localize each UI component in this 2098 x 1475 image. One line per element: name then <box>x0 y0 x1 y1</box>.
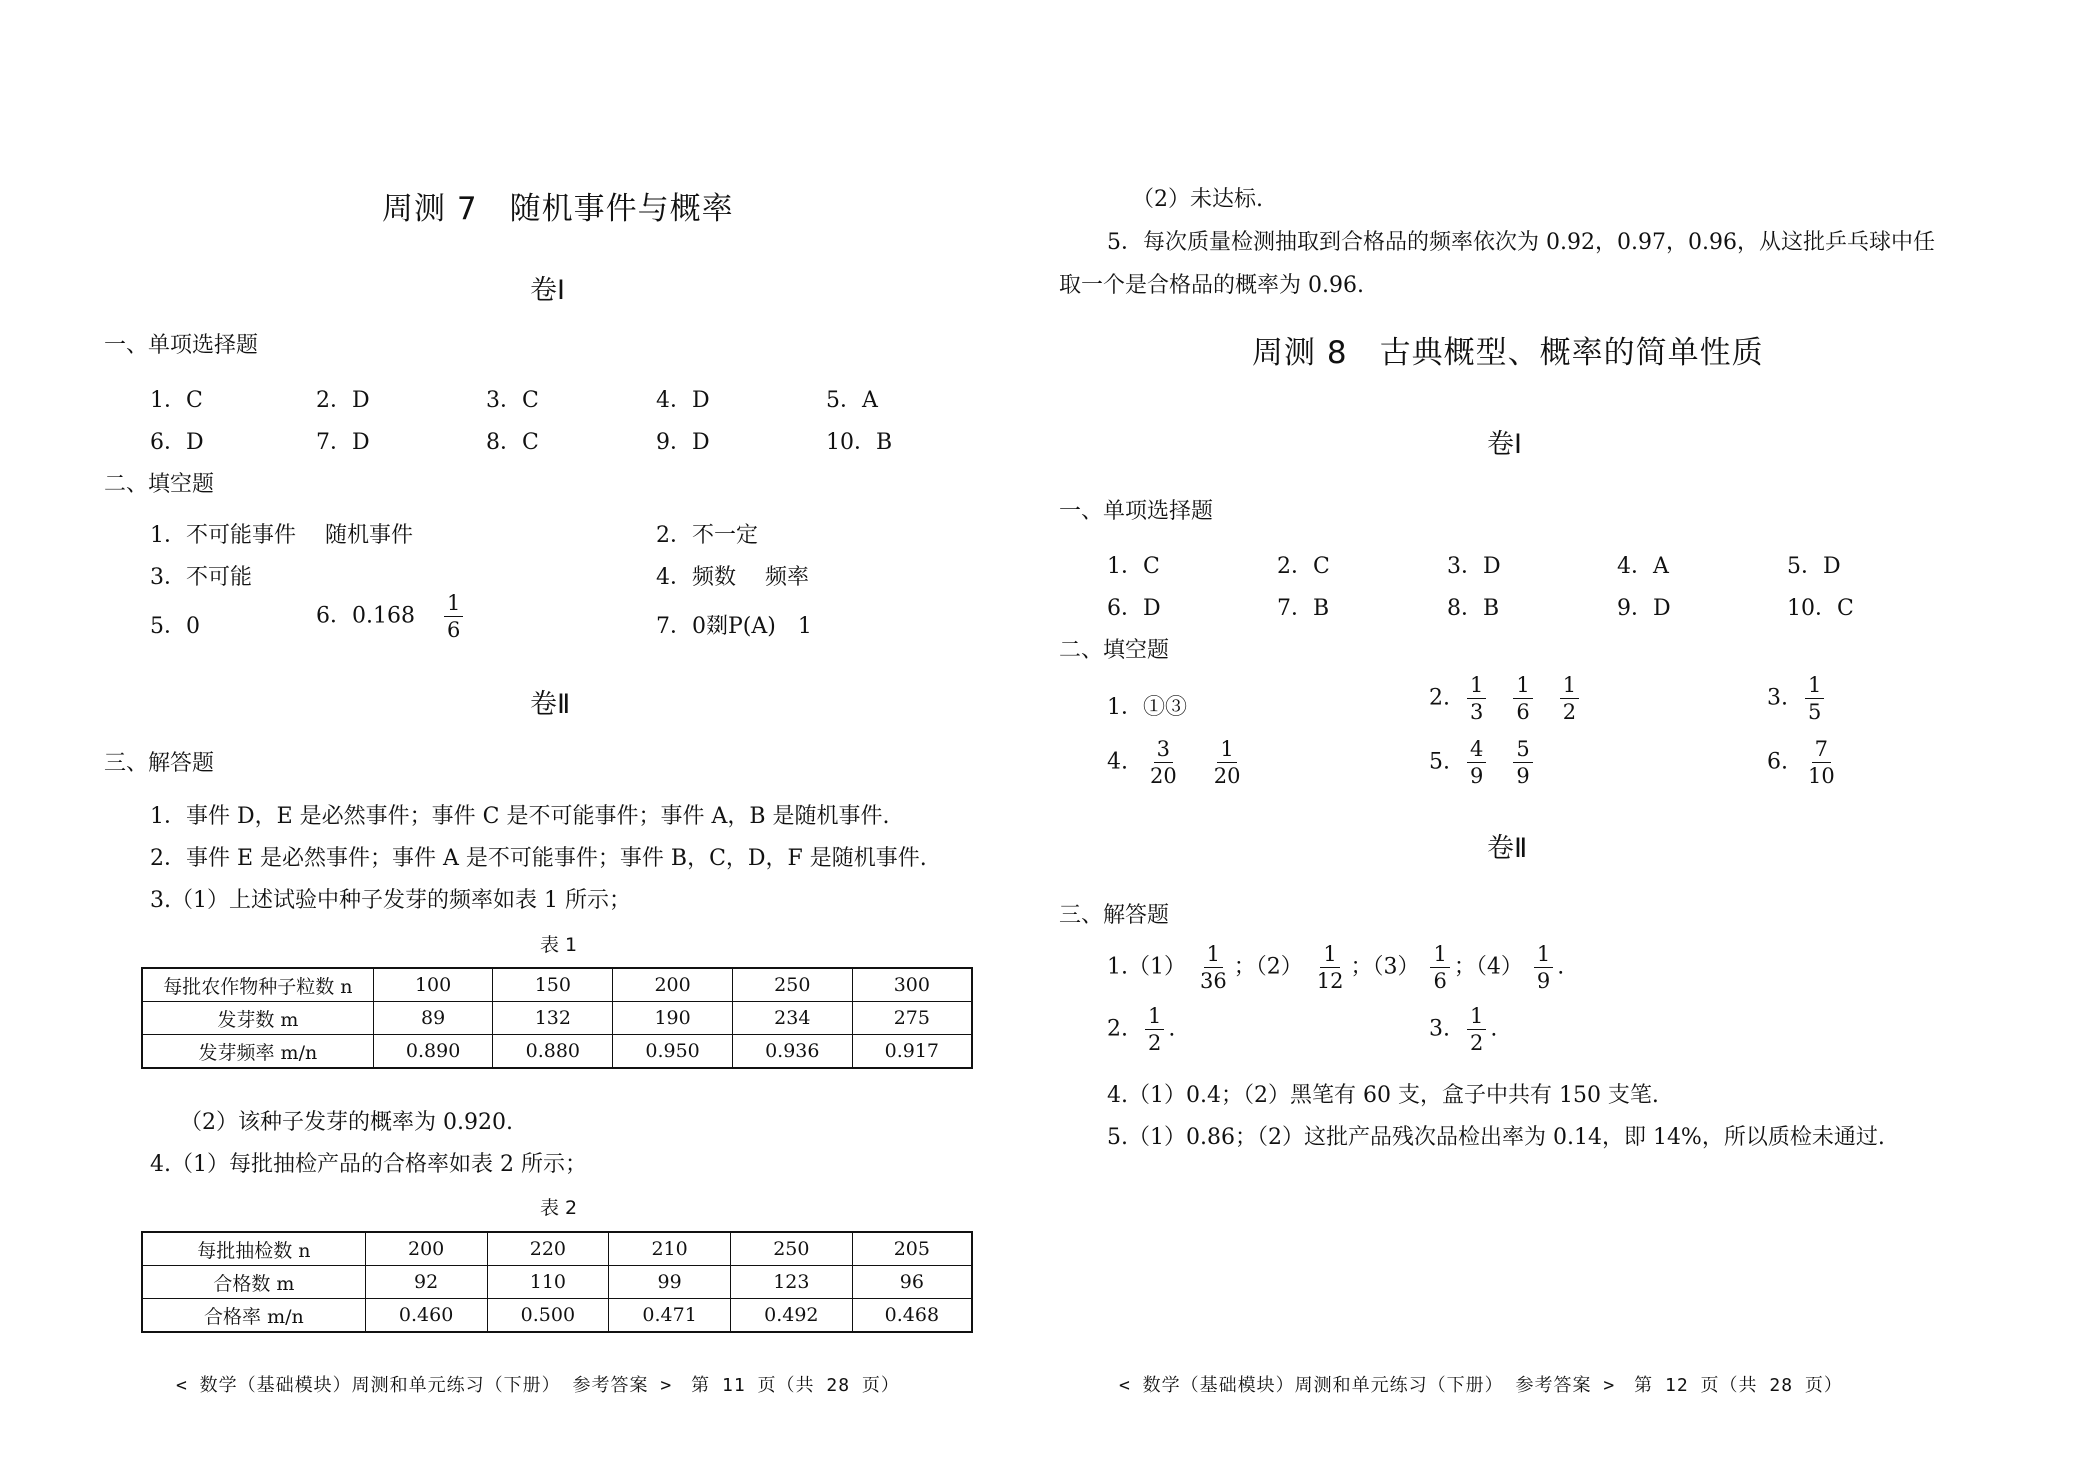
page-footer: < 数学（基础模块）周测和单元练习（下册） 参考答案 > 第 12 页（共 28 页） <box>1119 1375 1843 1396</box>
table-cell: 0.917 <box>852 1035 972 1069</box>
table2-caption: 表 2 <box>540 1197 578 1219</box>
fraction: $\frac{1}{6}$ <box>1430 943 1449 992</box>
mc-answer: 9．D <box>656 430 710 455</box>
table-cell: 190 <box>613 1002 733 1035</box>
week8-section-single-choice: 一、单项选择题 <box>1059 499 1214 524</box>
mc-answer: 7．B <box>1277 596 1330 621</box>
fraction: $\frac{1}{9}$ <box>1534 943 1553 992</box>
table-cell: 250 <box>730 1232 852 1266</box>
table-cell: 0.890 <box>373 1035 493 1069</box>
table-cell: 发芽频率 m/n <box>142 1035 373 1069</box>
week7-paper1-heading: 卷Ⅰ <box>530 275 565 306</box>
continued-text: （2）未达标. <box>1132 187 1263 212</box>
table-cell: 110 <box>487 1266 609 1299</box>
fraction: $\frac{1}{6}$ <box>444 592 463 641</box>
table-row <box>142 1266 972 1299</box>
solution-text: 2. $\frac{1}{2}$ . <box>1107 1004 1176 1056</box>
table-cell: 每批抽检数 n <box>142 1232 365 1266</box>
solution-text: 3. $\frac{1}{2}$ . <box>1429 1004 1498 1056</box>
mc-answer: 8．B <box>1447 596 1500 621</box>
table-cell: 200 <box>365 1232 487 1266</box>
fill-answer: 4．频数 频率 <box>656 565 809 590</box>
solution-text: 1．事件 D，E 是必然事件；事件 C 是不可能事件；事件 A，B 是随机事件. <box>150 804 890 829</box>
fraction: $\frac{1}{36}$ <box>1200 942 1227 994</box>
table-cell: 275 <box>852 1002 972 1035</box>
table-cell: 89 <box>373 1002 493 1035</box>
week8-title: 周测 8 古典概型、概率的简单性质 <box>1252 335 1764 371</box>
mc-answer: 3．D <box>1447 554 1501 579</box>
mc-answer: 2．C <box>1277 554 1330 579</box>
week8-section-fill-blank: 二、填空题 <box>1059 638 1170 663</box>
mc-answer: 3．C <box>486 388 539 413</box>
table-row <box>142 1299 972 1333</box>
table-cell: 234 <box>732 1002 852 1035</box>
mc-answer: 1．C <box>150 388 203 413</box>
solution-text: 5.（1）0.86；（2）这批产品残次品检出率为 0.14，即 14%，所以质检未通过. <box>1107 1125 1885 1150</box>
fill-answer: 6．0.168 $\frac{1}{6}$ <box>316 592 467 641</box>
page-footer: < 数学（基础模块）周测和单元练习（下册） 参考答案 > 第 11 页（共 28 页） <box>176 1375 900 1396</box>
continued-text: 取一个是合格品的概率为 0.96. <box>1059 273 1364 298</box>
week7-title: 周测 7 随机事件与概率 <box>382 191 734 227</box>
fill-answer: 5．0 <box>150 614 200 639</box>
mc-answer: 10．C <box>1787 596 1854 621</box>
mc-answer: 7．D <box>316 430 370 455</box>
table-cell: 0.880 <box>493 1035 613 1069</box>
solution-text: 4.（1）0.4；（2）黑笔有 60 支，盒子中共有 150 支笔. <box>1107 1083 1659 1108</box>
solution-text: 2．事件 E 是必然事件；事件 A 是不可能事件；事件 B，C，D，F 是随机事件. <box>150 846 927 871</box>
fill-answer: 2．不一定 <box>656 523 758 548</box>
fill-answer: 3. $\frac{1}{5}$ <box>1767 674 1828 723</box>
continued-text: 5．每次质量检测抽取到合格品的频率依次为 0.92，0.97，0.96，从这批乒乓球中任 <box>1107 230 1935 255</box>
table-cell: 123 <box>730 1266 852 1299</box>
table-cell: 250 <box>732 968 852 1002</box>
fraction: $\frac{3}{20}$ <box>1150 737 1177 789</box>
fraction: $\frac{1}{2}$ <box>1560 674 1579 723</box>
table-row <box>142 1035 972 1069</box>
table2 <box>141 1231 973 1333</box>
mc-answer: 5．A <box>826 388 878 413</box>
solution-text: 4.（1）每批抽检产品的合格率如表 2 所示； <box>150 1152 587 1177</box>
fraction: $\frac{7}{10}$ <box>1808 737 1835 789</box>
right-page <box>1049 0 2098 1475</box>
table-cell: 99 <box>609 1266 731 1299</box>
table-cell: 132 <box>493 1002 613 1035</box>
mc-answer: 6．D <box>1107 596 1161 621</box>
table-cell: 0.950 <box>613 1035 733 1069</box>
table-cell: 220 <box>487 1232 609 1266</box>
table-cell: 0.471 <box>609 1299 731 1333</box>
week8-section-solutions: 三、解答题 <box>1059 903 1170 928</box>
table-cell: 210 <box>609 1232 731 1266</box>
solution-text: 3.（1）上述试验中种子发芽的频率如表 1 所示； <box>150 888 631 913</box>
table-cell: 96 <box>852 1266 972 1299</box>
fill-answer: 3．不可能 <box>150 565 252 590</box>
fraction: $\frac{1}{2}$ <box>1467 1005 1486 1054</box>
fill-answer: 4. $\frac{3}{20}$ $\frac{1}{20}$ <box>1107 738 1247 787</box>
fill-answer: 7．0剟P(A) 1 <box>656 614 812 639</box>
mc-answer: 9．D <box>1617 596 1671 621</box>
table-cell: 0.460 <box>365 1299 487 1333</box>
mc-answer: 1．C <box>1107 554 1160 579</box>
table-cell: 0.936 <box>732 1035 852 1069</box>
fraction: $\frac{1}{2}$ <box>1145 1005 1164 1054</box>
table-row <box>142 1002 972 1035</box>
fraction: $\frac{5}{9}$ <box>1513 738 1532 787</box>
fraction: $\frac{1}{20}$ <box>1213 737 1241 789</box>
week8-paper2-heading: 卷Ⅱ <box>1487 833 1528 864</box>
fraction: $\frac{1}{6}$ <box>1513 674 1532 723</box>
table-cell: 发芽数 m <box>142 1002 373 1035</box>
mc-answer: 6．D <box>150 430 204 455</box>
table-cell: 100 <box>373 968 493 1002</box>
fraction: $\frac{4}{9}$ <box>1467 738 1486 787</box>
table-cell: 0.468 <box>852 1299 972 1333</box>
solution-text: （2）该种子发芽的概率为 0.920. <box>180 1110 513 1135</box>
fill-answer: 5. $\frac{4}{9}$ $\frac{5}{9}$ <box>1429 738 1537 787</box>
table-cell: 合格率 m/n <box>142 1299 365 1333</box>
mc-answer: 5．D <box>1787 554 1841 579</box>
mc-answer: 10．B <box>826 430 893 455</box>
mc-answer: 8．C <box>486 430 539 455</box>
solution-text: 1.（1） $\frac{1}{36}$ ；（2） $\frac{1}{12}$ ；（3） $\frac{1}{6}$ ；（4） $\frac{1}{9}$ . <box>1107 942 1565 994</box>
fill-answer: 1．①③ <box>1107 695 1187 720</box>
fraction: $\frac{1}{3}$ <box>1467 674 1486 723</box>
table1-caption: 表 1 <box>540 934 578 956</box>
table-cell: 92 <box>365 1266 487 1299</box>
table-cell: 300 <box>852 968 972 1002</box>
mc-answer: 4．A <box>1617 554 1669 579</box>
fill-answer: 6. $\frac{7}{10}$ <box>1767 738 1842 787</box>
table-cell: 每批农作物种子粒数 n <box>142 968 373 1002</box>
table-cell: 205 <box>852 1232 972 1266</box>
table-row <box>142 1232 972 1266</box>
table-row <box>142 968 972 1002</box>
week7-paper2-heading: 卷Ⅱ <box>530 689 571 720</box>
mc-answer: 2．D <box>316 388 370 413</box>
week7-section-solutions: 三、解答题 <box>104 751 215 776</box>
fill-answer: 2. $\frac{1}{3}$ $\frac{1}{6}$ $\frac{1}{2}$ <box>1429 674 1583 723</box>
week8-paper1-heading: 卷Ⅰ <box>1487 429 1522 460</box>
table-cell: 合格数 m <box>142 1266 365 1299</box>
table-cell: 200 <box>613 968 733 1002</box>
table-cell: 0.500 <box>487 1299 609 1333</box>
fraction: $\frac{1}{5}$ <box>1805 674 1824 723</box>
mc-answer: 4．D <box>656 388 710 413</box>
week7-section-fill-blank: 二、填空题 <box>104 472 215 497</box>
table-cell: 150 <box>493 968 613 1002</box>
week7-section-single-choice: 一、单项选择题 <box>104 333 259 358</box>
fraction: $\frac{1}{12}$ <box>1316 942 1344 994</box>
fill-answer: 1．不可能事件 随机事件 <box>150 523 413 548</box>
table1 <box>141 967 973 1069</box>
table-cell: 0.492 <box>730 1299 852 1333</box>
